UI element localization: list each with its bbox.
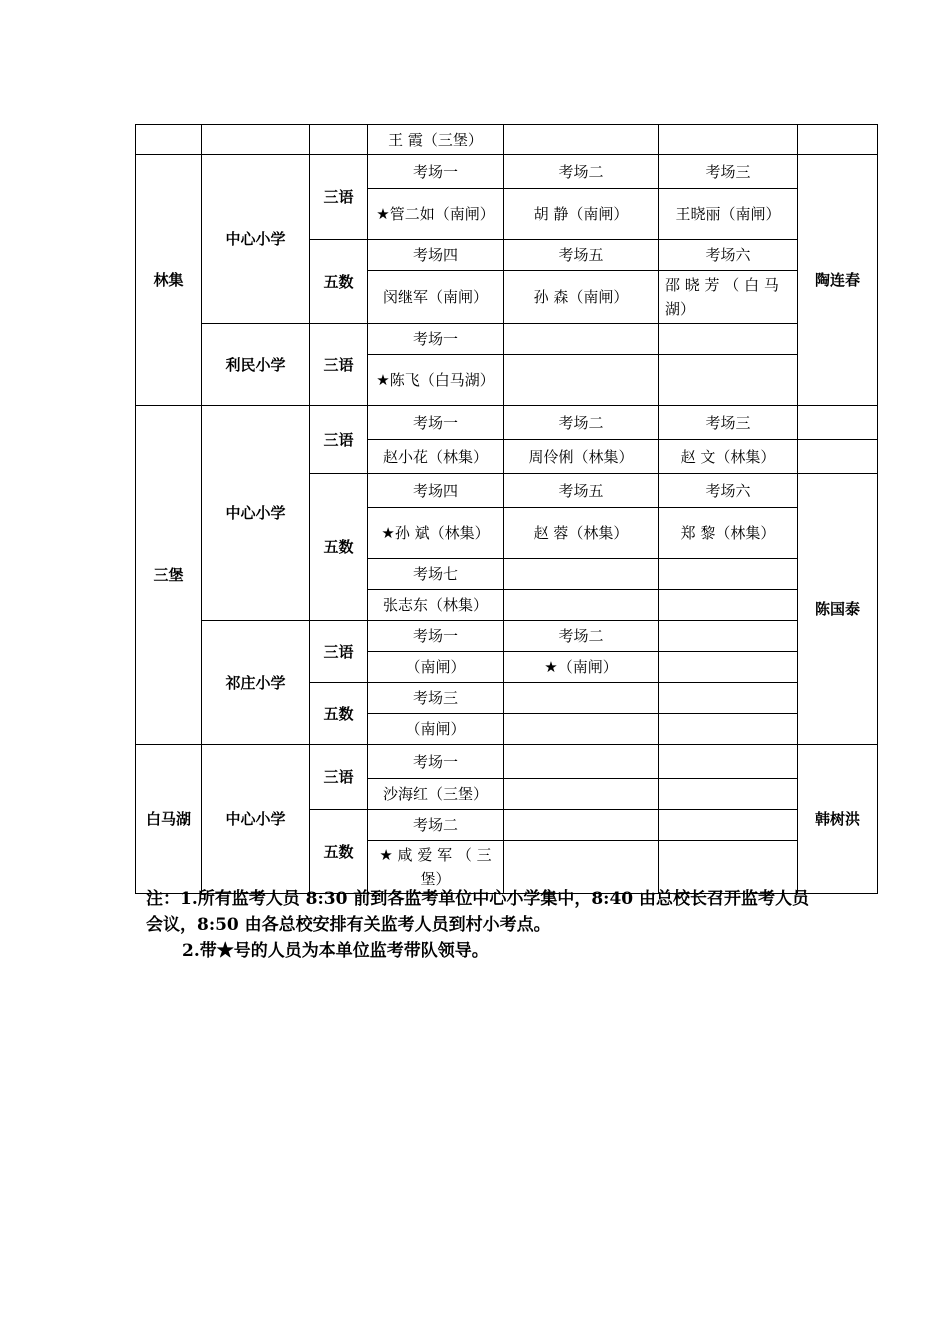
subject-cell: 五数 [310, 683, 368, 745]
invigilator-schedule-table [135, 124, 878, 894]
table-cell [659, 745, 798, 779]
table-cell [798, 125, 878, 155]
leader-cell: 韩树洪 [798, 745, 878, 894]
subject-cell: 三语 [310, 621, 368, 683]
table-cell [504, 324, 659, 355]
table-cell [659, 125, 798, 155]
table-cell [504, 355, 659, 406]
person-cell: ★ 咸 爱 军 （ 三 堡） [368, 841, 504, 894]
room-header: 考场一 [368, 745, 504, 779]
person-cell: 郑 黎（林集） [659, 508, 798, 559]
room-header: 考场五 [504, 474, 659, 508]
room-header: 考场四 [368, 474, 504, 508]
person-cell: （南闸） [368, 652, 504, 683]
room-header: 考场六 [659, 240, 798, 271]
note-line-2: 2.带★号的人员为本单位监考带队领导。 [182, 941, 489, 961]
table-cell [798, 406, 878, 440]
table-cell [659, 559, 798, 590]
table-cell [504, 590, 659, 621]
person-cell: 张志东（林集） [368, 590, 504, 621]
table-cell [659, 779, 798, 810]
person-cell: ★陈飞（白马湖） [368, 355, 504, 406]
person-cell: 赵小花（林集） [368, 440, 504, 474]
table-cell [504, 745, 659, 779]
room-header: 考场一 [368, 324, 504, 355]
subject-cell: 三语 [310, 155, 368, 240]
leader-cell: 陈国泰 [798, 474, 878, 745]
room-header: 考场七 [368, 559, 504, 590]
person-cell: 赵 文（林集） [659, 440, 798, 474]
room-header: 考场二 [504, 406, 659, 440]
table-cell [659, 621, 798, 652]
table-row [136, 745, 878, 779]
room-header: 考场一 [368, 155, 504, 189]
room-header: 考场三 [659, 155, 798, 189]
person-cell: 胡 静（南闸） [504, 189, 659, 240]
leader-cell: 陶连春 [798, 155, 878, 406]
room-header: 考场一 [368, 621, 504, 652]
school-cell: 祁庄小学 [202, 621, 310, 745]
subject-cell: 三语 [310, 745, 368, 810]
room-header: 考场二 [504, 621, 659, 652]
room-header: 考场六 [659, 474, 798, 508]
table-cell [136, 125, 202, 155]
person-cell: 王晓丽（南闸） [659, 189, 798, 240]
table-cell [659, 652, 798, 683]
table-cell [504, 779, 659, 810]
table-cell [202, 125, 310, 155]
person-cell: 赵 蓉（林集） [504, 508, 659, 559]
notes-section [146, 886, 826, 964]
room-header: 考场二 [368, 810, 504, 841]
room-header: 考场二 [504, 155, 659, 189]
table-cell [310, 125, 368, 155]
table-cell: 王 霞（三堡） [368, 125, 504, 155]
person-cell: ★管二如（南闸） [368, 189, 504, 240]
town-cell: 林集 [136, 155, 202, 406]
table-cell [504, 559, 659, 590]
subject-cell: 三语 [310, 324, 368, 406]
note-line-1: 注：1.所有监考人员 8:30 前到各监考单位中心小学集中，8:40 由总校长召开监考人员会议，8:50 由各总校安排有关监考人员到村小考点。 [146, 889, 810, 935]
person-cell: 沙海红（三堡） [368, 779, 504, 810]
town-cell: 三堡 [136, 406, 202, 745]
subject-cell: 五数 [310, 810, 368, 894]
school-cell: 中心小学 [202, 155, 310, 324]
room-header: 考场三 [659, 406, 798, 440]
town-cell: 白马湖 [136, 745, 202, 894]
table-cell [504, 125, 659, 155]
person-cell: 孙 森（南闸） [504, 271, 659, 324]
person-cell: ★（南闸） [504, 652, 659, 683]
school-cell: 中心小学 [202, 406, 310, 621]
table-cell [659, 683, 798, 714]
table-cell [659, 714, 798, 745]
table-row [136, 621, 878, 652]
person-cell: 闵继军（南闸） [368, 271, 504, 324]
school-cell: 中心小学 [202, 745, 310, 894]
person-cell: ★孙 斌（林集） [368, 508, 504, 559]
subject-cell: 三语 [310, 406, 368, 474]
table-cell [798, 440, 878, 474]
person-cell: （南闸） [368, 714, 504, 745]
room-header: 考场四 [368, 240, 504, 271]
person-cell: 周伶俐（林集） [504, 440, 659, 474]
subject-cell: 五数 [310, 240, 368, 324]
table-cell [504, 810, 659, 841]
school-cell: 利民小学 [202, 324, 310, 406]
room-header: 考场三 [368, 683, 504, 714]
table-cell [659, 810, 798, 841]
table-cell [659, 324, 798, 355]
table-cell [659, 355, 798, 406]
person-cell: 邵 晓 芳 （ 白 马 湖） [659, 271, 798, 324]
subject-cell: 五数 [310, 474, 368, 621]
table-row [136, 155, 878, 189]
table-row [136, 406, 878, 440]
table-cell [504, 683, 659, 714]
table-cell [659, 590, 798, 621]
room-header: 考场一 [368, 406, 504, 440]
room-header: 考场五 [504, 240, 659, 271]
table-cell [504, 714, 659, 745]
table-row [136, 324, 878, 355]
table-row [136, 125, 878, 155]
